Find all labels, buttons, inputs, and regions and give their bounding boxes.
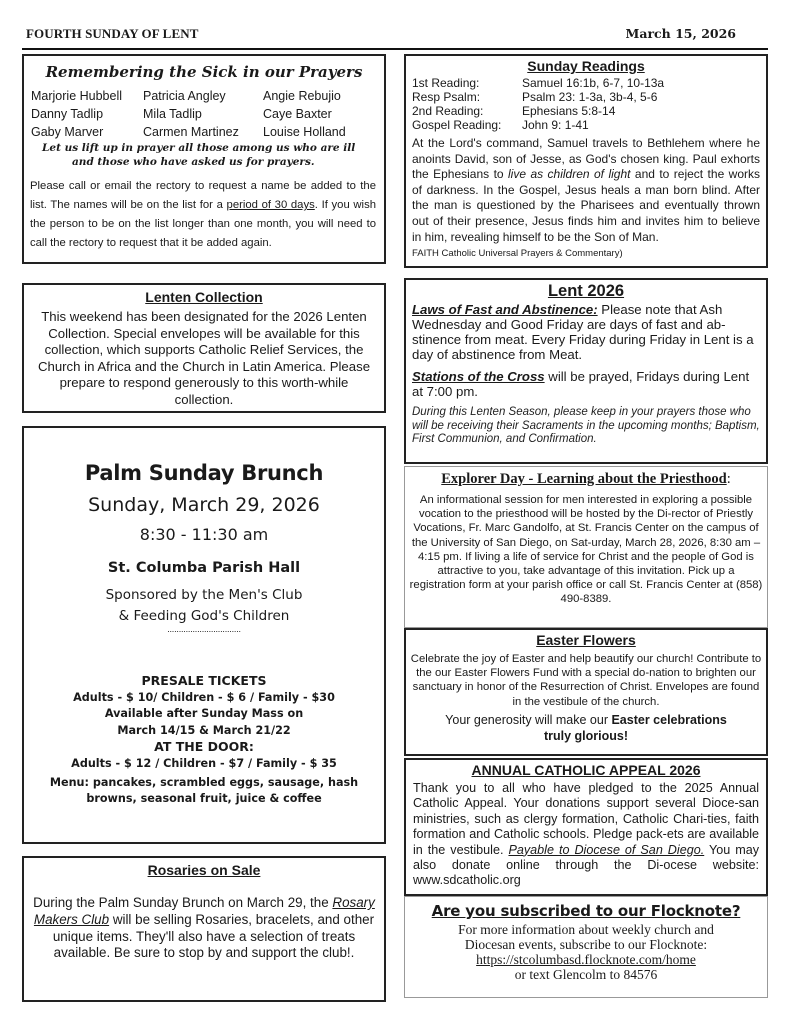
fast-abstinence-text: Please note that Ash Wednesday and Good Friday are days of fast and ab-stinence from meat. Every Friday during Friday in Lent is a day of abstinence from Meat. <box>412 302 754 362</box>
reading-label: 2nd Reading: <box>412 104 484 118</box>
reading-row <box>412 76 760 90</box>
liturgical-week: FOURTH SUNDAY OF LENT <box>26 26 199 41</box>
reading-label: Gospel Reading: <box>412 118 502 132</box>
bulletin-date: March 15, 2026 <box>625 26 736 41</box>
sick-names-list <box>30 87 378 141</box>
palm-sunday-brunch-flyer <box>22 426 386 844</box>
brunch-title: Palm Sunday Brunch <box>84 461 324 485</box>
easter-closing-text: Your generosity will make our <box>445 712 612 727</box>
sponsor-line: Sponsored by the Men's Club <box>105 587 303 603</box>
reading-citation: Psalm 23: 1-3a, 3b-4, 5-6 <box>522 90 658 104</box>
sick-name: Louise Holland <box>263 125 346 139</box>
sunday-readings-box <box>404 54 768 268</box>
lent-2026-box <box>404 278 768 464</box>
rosaries-text: will be selling Rosaries, bracelets, and other unique items. They'll also have a selection of treats available. Be sure to stop by and support the club!. <box>52 911 375 961</box>
header-divider <box>22 48 768 50</box>
door-prices: Adults - $ 12 / Children - $7 / Family - $ 35 <box>71 756 337 770</box>
door-heading: AT THE DOOR: <box>154 739 254 755</box>
stations-paragraph <box>412 369 760 399</box>
reading-row <box>412 104 760 118</box>
rosaries-body <box>32 895 376 962</box>
flocknote-body <box>409 922 763 982</box>
reading-row <box>412 118 760 132</box>
stations-label: Stations of the Cross <box>412 369 545 384</box>
presale-prices: Adults - $ 10/ Children - $ 6 / Family - $30 <box>73 690 335 704</box>
stations-text: will be prayed, Fridays during Lent at 7:00 pm. <box>412 369 750 399</box>
presale-availability: Available after Sunday Mass on <box>104 707 304 721</box>
sick-prayer <box>30 141 378 169</box>
sick-name: Carmen Martinez <box>143 125 239 139</box>
reading-label: Resp Psalm: <box>412 90 481 104</box>
easter-closing <box>410 712 762 744</box>
appeal-payable: Payable to Diocese of San Diego. <box>508 842 705 857</box>
sick-note-text: . If you wish the person to be on the list longer than one month, you will need to call the rectory to request that it be added again. <box>30 199 376 249</box>
rosaries-text: During the Palm Sunday Brunch on March 29, the <box>33 895 333 910</box>
sick-name: Patricia Angley <box>143 89 226 103</box>
appeal-text: Thank you to all who have pledged to the 2025 Annual Catholic Appeal. Your donations support several Dioce-san ministries, such as clergy formation, Catholic Chari-ties, faith formation and Catholic schools. Pledge pack-ets are available in the vestibule. <box>413 781 759 857</box>
reading-label: 1st Reading: <box>412 76 480 90</box>
sick-name: Gaby Marver <box>31 125 104 139</box>
lenten-collection-box <box>22 283 386 413</box>
appeal-text: You may also donate online through the Di-ocese website: www.sdcatholic.org <box>413 842 759 888</box>
flocknote-box <box>404 896 768 998</box>
easter-closing-bold: truly glorious! <box>543 728 629 743</box>
ticket-info <box>24 673 384 808</box>
explorer-title <box>409 471 763 488</box>
readings-summary <box>412 136 760 245</box>
brunch-location: St. Columba Parish Hall <box>107 560 301 576</box>
lenten-collection-title: Lenten Collection <box>145 289 263 305</box>
sick-note-text: Please call or email the rectory to request a name be added to the list. The names will be on the list for a <box>30 180 376 211</box>
sick-name: Danny Tadlip <box>31 107 104 121</box>
sick-prayers-box <box>22 54 386 264</box>
fast-abstinence-label: Laws of Fast and Abstinence: <box>412 302 598 317</box>
easter-closing-bold: Easter celebrations <box>611 712 727 727</box>
rosaries-title: Rosaries on Sale <box>147 862 261 878</box>
sacraments-note: During this Lenten Season, please keep in your prayers those who will be receiving their Sacraments in the upcoming months; Baptism, First Communion, and Confirmation. <box>412 406 760 445</box>
explorer-title-text: Explorer Day - Learning about the Priesthood <box>441 471 727 487</box>
summary-text: At the Lord's command, Samuel travels to Bethlehem where he anoints David, son of Jesse, as God's chosen king. Paul exhorts the Ephesians to <box>412 136 760 182</box>
reading-row <box>412 90 760 104</box>
page-header <box>26 26 736 46</box>
easter-flowers-box <box>404 628 768 756</box>
fast-abstinence-paragraph <box>412 302 760 362</box>
reading-citation: Ephesians 5:8-14 <box>522 104 616 118</box>
readings-title: Sunday Readings <box>527 58 645 74</box>
sick-name: Marjorie Hubbell <box>31 89 123 103</box>
lent-title: Lent 2026 <box>547 282 625 300</box>
brunch-sponsor <box>24 585 384 627</box>
appeal-title: ANNUAL CATHOLIC APPEAL 2026 <box>471 762 701 778</box>
readings-list <box>412 76 760 132</box>
sick-prayer-line-2: and those who have asked us for prayers. <box>72 156 315 168</box>
flocknote-link[interactable]: https://stcolumbasd.flocknote.com/home <box>476 952 696 967</box>
brunch-date: Sunday, March 29, 2026 <box>88 494 320 516</box>
flocknote-title: Are you subscribed to our Flocknote? <box>431 902 741 920</box>
reading-citation: John 9: 1-41 <box>522 118 589 132</box>
rosary-makers-club: Rosary Makers Club <box>33 895 375 927</box>
explorer-title-colon: : <box>726 471 731 487</box>
summary-emphasis: live as children of light <box>508 167 631 182</box>
easter-title: Easter Flowers <box>536 632 636 648</box>
annual-catholic-appeal-box <box>404 758 768 896</box>
readings-source: FAITH Catholic Universal Prayers & Commentary) <box>412 248 623 260</box>
sick-name: Angie Rebujio <box>263 89 341 103</box>
sick-prayer-line-1: Let us lift up in prayer all those among us who are ill <box>42 142 356 154</box>
sick-name: Caye Baxter <box>263 107 332 121</box>
brunch-time: 8:30 - 11:30 am <box>139 525 269 544</box>
sick-title: Remembering the Sick in our Prayers <box>45 63 363 81</box>
explorer-day-box <box>404 466 768 628</box>
explorer-body: An informational session for men interested in exploring a possible vocation to the priesthood will be hosted by the Di-rector of Priestly Vocations, Fr. Marc Gandolfo, at St. Francis Center on the campus of the University of San Diego, on Sat-urday, March 28, 2026, 8:30 am – 4:15 pm. If living a life of service for Christ and the people of God is attractive to you, take advantage of this invitation. Pick up a registration form at your parish office or call St. Francis Center at (858) 490-8389. <box>409 494 763 606</box>
presale-heading: PRESALE TICKETS <box>141 673 267 688</box>
sick-note <box>30 177 378 253</box>
lenten-collection-body: This weekend has been designated for the 2026 Lenten Collection. Special envelopes will be available for this collection, which supports Catholic Relief Services, the Church in Africa and the Church in Latin America. Please prepare to respond generously to this worth-while collection. <box>37 309 371 407</box>
easter-body: Celebrate the joy of Easter and help beautify our church! Contribute to the our Easter Flowers Fund with a special do-nation to brighten our sanctuary in honor of the Resurrection of Christ. Envelopes are found in the vestibule of the church. <box>410 653 762 708</box>
menu-line: browns, seasonal fruit, juice & coffee <box>86 792 322 806</box>
sick-note-period: period of 30 days <box>226 199 315 211</box>
rosaries-box <box>22 856 386 1002</box>
sick-name: Mila Tadlip <box>143 107 202 121</box>
reading-citation: Samuel 16:1b, 6-7, 10-13a <box>522 76 665 90</box>
flocknote-line: For more information about weekly church and <box>458 922 714 937</box>
dotted-divider: ................................ <box>167 624 241 634</box>
appeal-body <box>413 781 759 889</box>
sponsor-line: & Feeding God's Children <box>118 608 290 624</box>
menu-line: Menu: pancakes, scrambled eggs, sausage, hash <box>49 775 359 789</box>
flocknote-line: or text Glencolm to 84576 <box>514 967 658 982</box>
flocknote-line: Diocesan events, subscribe to our Flocknote: <box>464 937 708 952</box>
presale-dates: March 14/15 & March 21/22 <box>117 723 291 737</box>
summary-text: and to reject the works of darkness. In the Gospel, Jesus heals a man born blind. After the man is questioned by the Pharisees and eventually thrown out of their presence, Jesus finds him and invites him to believe in him, revealing himself to be the Son of Man. <box>412 167 761 244</box>
